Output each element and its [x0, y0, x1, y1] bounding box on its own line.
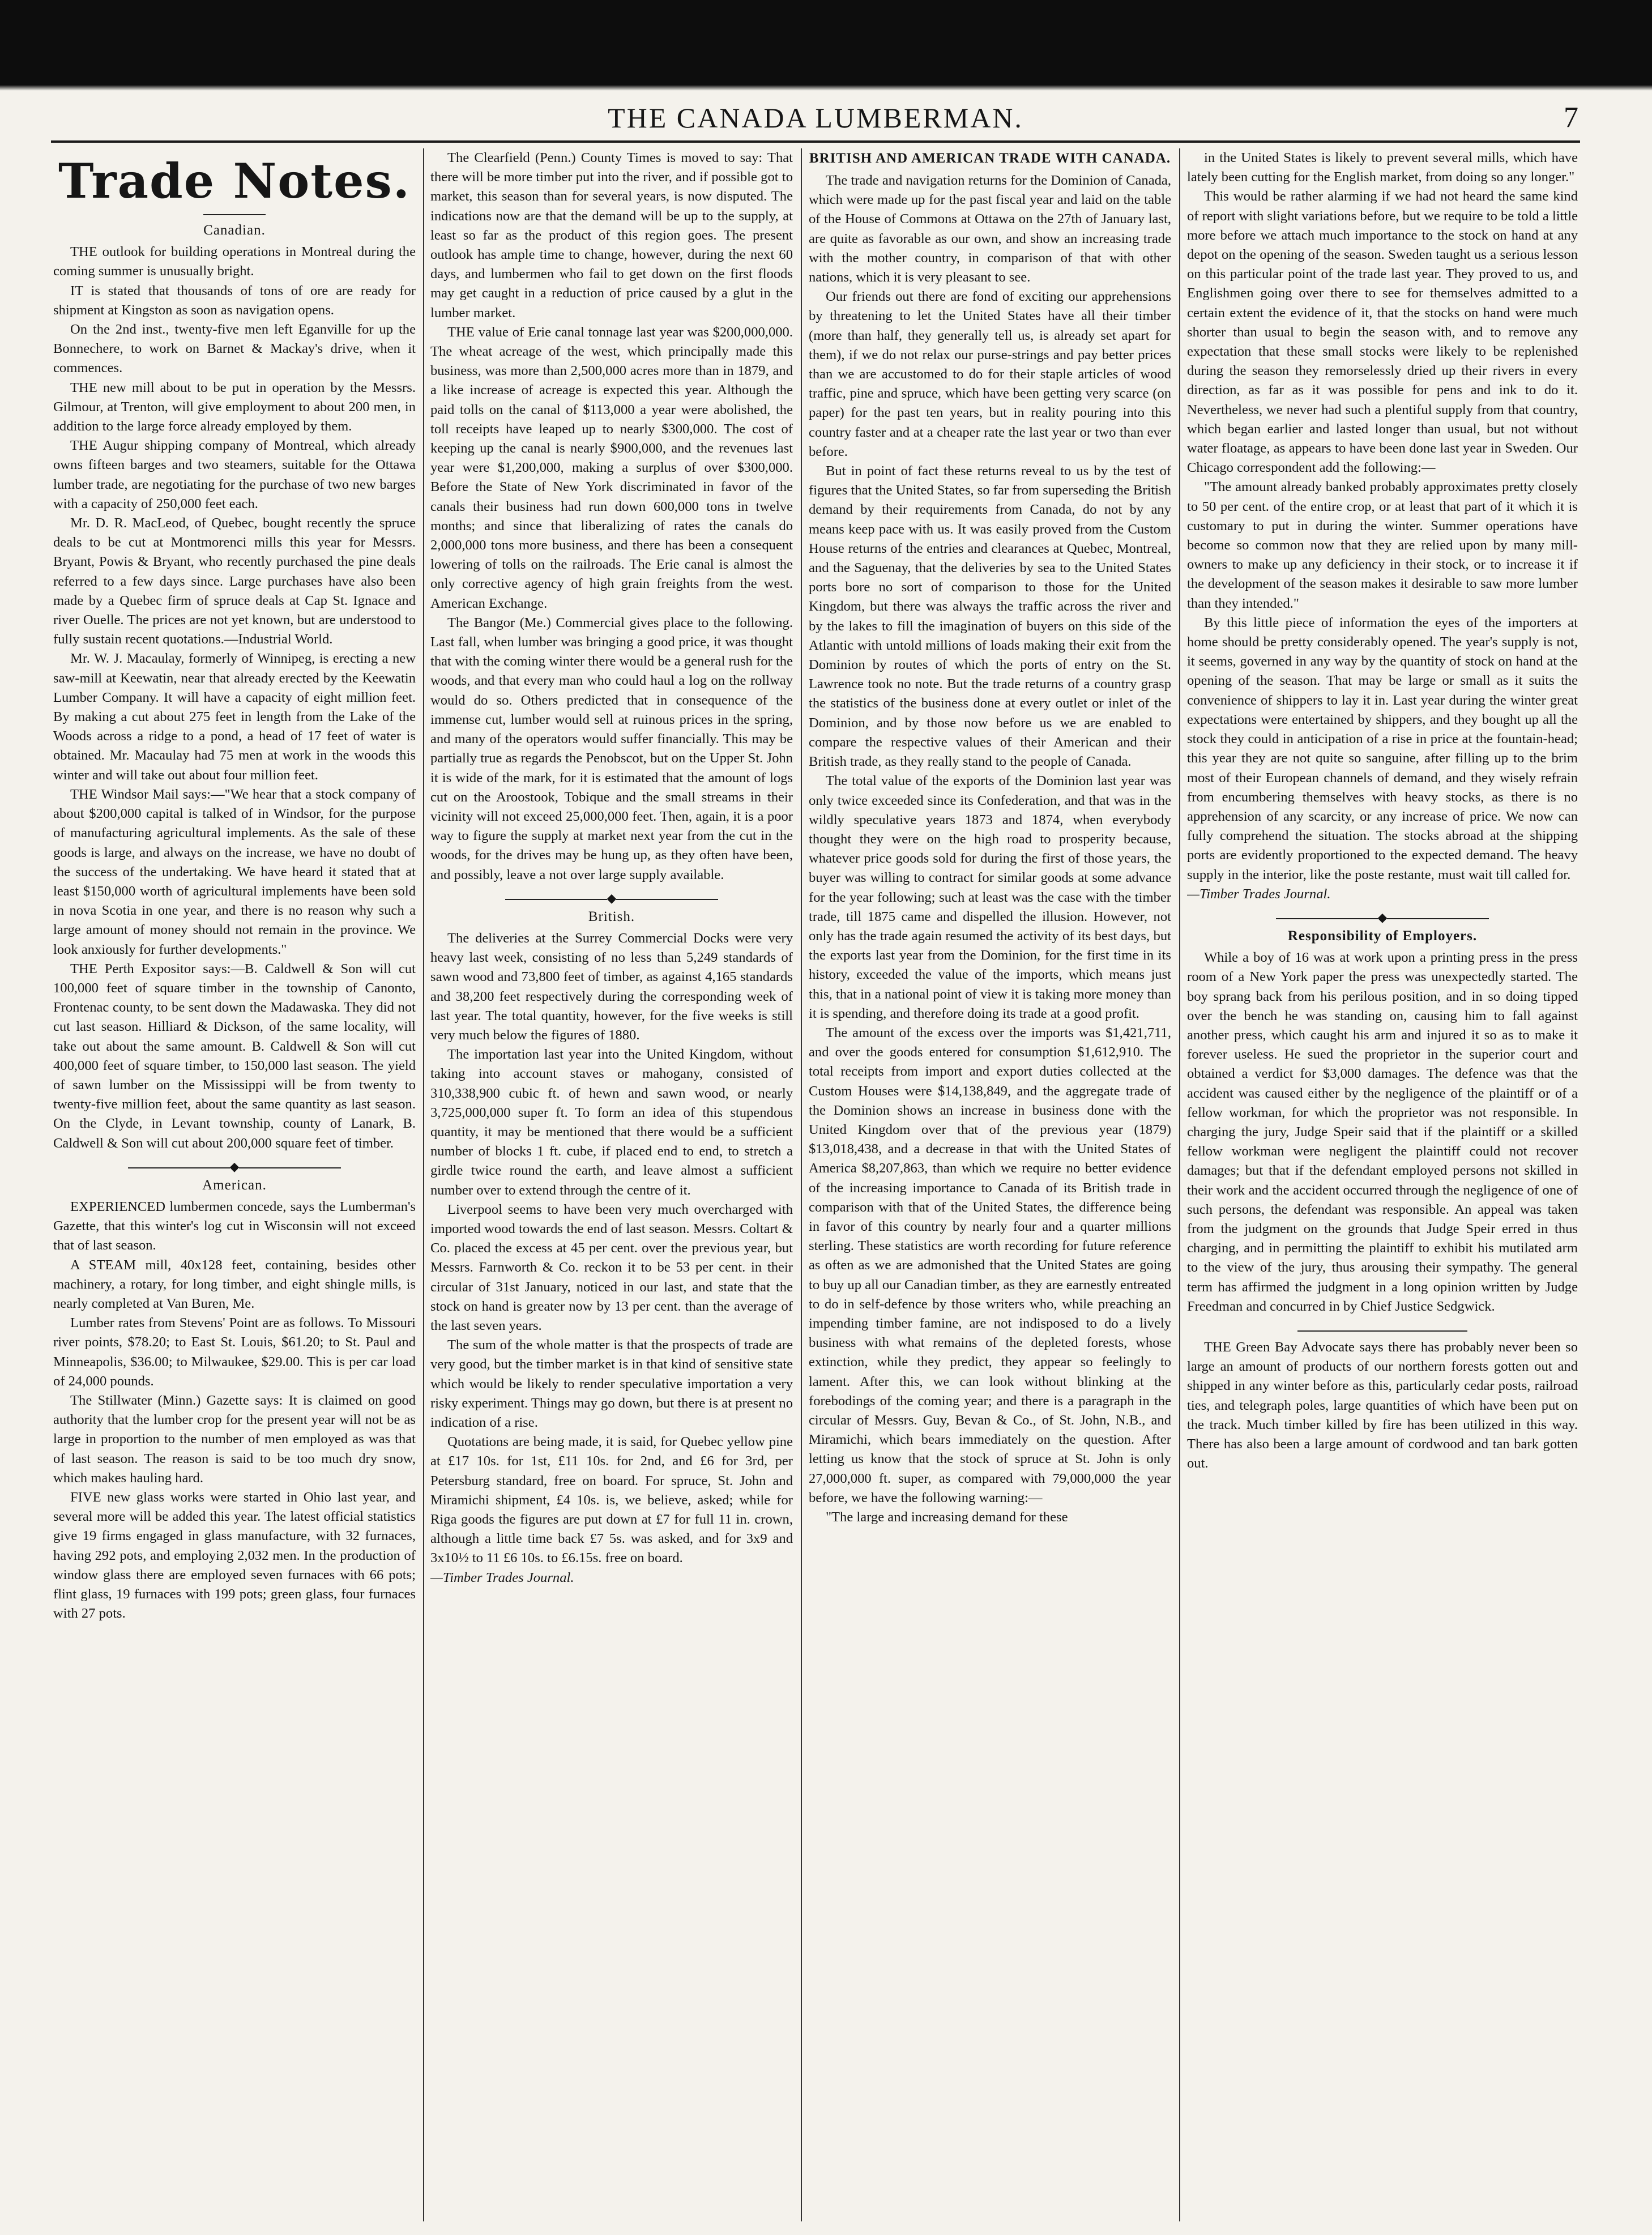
news-paragraph: THE Windsor Mail says:—"We hear that a stock company of about $200,000 capital is talked of in Windsor, for the purpose of manufacturing agricultural implements. As the sale of these goods is large, and always on the increase, we have no doubt of the success of the undertaking. We have heard it stated that at least $150,000 worth of agricultural implements have been sold in nova Scotia in one year, and there is no reason why such a large amount of money should not remain in the province. We look anxiously for further developments."	[53, 786, 416, 957]
article-paragraph: The amount of the excess over the imports was $1,421,711, and over the goods entered for consumption $1,612,910. The total receipts from import and export duties collected at the Custom Houses were $14,138,849, and the aggregate trade of the Dominion shows an increase in business done with the United Kingdom over that of the previous year (1879) $13,018,438, and a decrease in that with the United States of America $8,207,863, than which we require no better evidence of the increasing importance to Canada of its British trade in comparison with that of the United States, the difference being in favor of this country by nearly four and a quarter millions sterling. These statistics are worth recording for future reference as often as we are admonished that the United States are going to buy up all our Canadian timber, as they are earnestly entreated to do in self-defence by those writers who, while preaching an impending timber famine, are not indisposed to do a lively business with what remains of the depleted forests, whose extinction, while they predict, they appear so feelingly to lament. After this, we can look without blinking at the forebodings of the coming year; and there is a paragraph in the circular of Messrs. Guy, Bevan & Co., of St. John, N.B., and Miramichi, which bears immediately on the question. After letting us know that the stock of spruce at St. John is only 27,000,000 ft. super, as compared with 79,000,000 the year before, we have the following warning:—	[809, 1025, 1171, 1505]
article-continuation	[1187, 148, 1578, 885]
article-paragraph: The trade and navigation returns for the Dominion of Canada, which were made up for the past fiscal year and laid on the table of the House of Commons at Ottawa on the 27th of January last, are quite as favorable as our own, and show an increasing trade with the mother country, in comparison of that with other nations, which it is very pleasant to see.	[809, 173, 1171, 285]
news-paragraph: A STEAM mill, 40x128 feet, containing, besides other machinery, a rotary, for long timber, and eight shingle mills, is nearly completed at Van Buren, Me.	[53, 1257, 416, 1311]
source-credit: —Timber Trades Journal.	[1187, 886, 1331, 902]
scan-top-border	[0, 0, 1652, 85]
news-paragraph: THE Augur shipping company of Montreal, which already owns fifteen barges and two steamers, suitable for the Ottawa lumber trade, are negotiating for the purchase of two new barges with a capacity of 250,000 feet each.	[53, 438, 416, 511]
canadian-heading: Canadian.	[203, 223, 266, 238]
article-paragraph: in the United States is likely to prevent several mills, which have lately been cutting for the English market, from doing so any longer."	[1187, 150, 1578, 185]
column-1	[53, 148, 416, 2221]
article-heading: BRITISH AND AMERICAN TRADE WITH CANADA.	[809, 151, 1171, 166]
running-head	[51, 100, 1580, 136]
news-paragraph: FIVE new glass works were started in Ohio last year, and several more will be added this year. The latest official statistics give 19 firms engaged in glass manufacture, with 32 furnaces, having 292 pots, and employing 2,032 men. In the production of window glass there are employed seven furnaces with 66 pots; flint glass, 19 furnaces with 199 pots; green glass, four furnaces with 27 pots.	[53, 1490, 416, 1622]
column-4	[1187, 148, 1578, 2221]
news-paragraph: The Clearfield (Penn.) County Times is moved to say: That there will be more timber put into the river, and if possible got to market, this season than for several years, is now disputed. The indications now are that the demand will be up to the supply, at least so far as the product of this region goes. The present outlook has ample time to change, however, during the next 60 days, and lumbermen who fail to get down on the first floods may get caught in a reduction of price caused by a glut in the lumber market.	[430, 150, 793, 321]
british-notes	[430, 929, 793, 1568]
british-heading: British.	[588, 908, 635, 924]
article-paragraph: This would be rather alarming if we had not heard the same kind of report with slight variations before, but we require to be told a little more before we attach much importance to the stock on hand at any depot on the opening of the season. Sweden taught us a serious lesson on this particular point of the trade last year. They proved to us, and Englishmen going over there to see for themselves admitted to a certain extent the evidence of it, that the stocks on hand were much shorter than usual to begin the season with, and to remove any expectation that these small stocks were likely to be replenished during the season they remorselessly dried up their rivers in every direction, as far as it was possible for pens and ink to do it. Nevertheless, we never had such a plentiful supply from that country, which began earlier and lasted longer than usual, but not without water floatage, as appears to have been done last year in Sweden. Our Chicago correspondent add the following:—	[1187, 189, 1578, 476]
divider: ◆	[430, 893, 793, 904]
column-2	[430, 148, 793, 2221]
responsibility-article	[1187, 948, 1578, 1316]
article-paragraph: But in point of fact these returns reveal to us by the test of figures that the United States, so far from superseding the British demand by their requirements from Canada, do not by any means keep pace with us. It was easily proved from the Custom House returns of the entries and clearances at Quebec, Montreal, and the Saguenay, that the deliveries by sea to the United States ports bore no sort of comparison to those for the United Kingdom, but there was always the traffic across the river and by the lakes to fill the imagination of buyers on this side of the Atlantic with untold millions of loads making their exit from the Dominion by routes of which the ports of entry on the St. Lawrence took no note. But the trade returns of a country grasp the statistics of the business done at every outlet or inlet of the Dominion, and by those now before us we are enabled to compare the respective values of their American and their British trade, as they really stand to the people of Canada.	[809, 463, 1171, 770]
news-paragraph: Quotations are being made, it is said, for Quebec yellow pine at £17 10s. for 1st, £11 10s. for 2nd, and £6 for 3rd, per Petersburg standard, free on board. For spruce, St. John and Miramichi shipment, £4 10s. is, we believe, asked; while for Riga goods the figures are put down at £7 for full 11 in. crown, although a little time back £7 5s. was asked, and for 3x9 and 3x10½ to 11 £6 10s. to £6.15s. free on board.	[430, 1434, 793, 1566]
trade-notes	[430, 148, 793, 885]
news-paragraph: The deliveries at the Surrey Commercial Docks were very heavy last week, consisting of no less than 5,249 standards of sawn wood and 73,800 feet of timber, as against 4,165 standards and 38,200 feet respectively during the corresponding week of last year. The total quantity, however, for the five weeks is still very much below the figures of 1880.	[430, 930, 793, 1043]
section-masthead: Trade Notes.	[58, 153, 411, 209]
divider: ◆	[1187, 912, 1578, 923]
news-paragraph: IT is stated that thousands of tons of ore are ready for shipment at Kingston as soon as navigation opens.	[53, 283, 416, 318]
responsibility-heading: Responsibility of Employers.	[1287, 928, 1478, 944]
news-paragraph: Mr. D. R. MacLeod, of Quebec, bought recently the spruce deals to be cut at Montmorenci mills this year for Messrs. Bryant, Powis & Bryant, who recently purchased the pine deals referred to a few days since. Large purchases have also been made by a Quebec firm of spruce deals at Cap St. Ignace and river Ouelle. The prices are not yet known, but are understood to fully sustain recent quotations.—Industrial World.	[53, 515, 416, 647]
news-paragraph: EXPERIENCED lumbermen concede, says the Lumberman's Gazette, that this winter's log cut in Wisconsin will not exceed that of last season.	[53, 1198, 416, 1253]
column-rule	[801, 148, 802, 2221]
news-paragraph: The importation last year into the United Kingdom, without taking into account staves or mahogany, consisted of 310,338,900 cubic ft. of hewn and sawn wood, or nearly 3,725,000,000 super ft. To form an idea of this stupendous quantity, it may be mentioned that there would be a sufficient number of blocks 1 ft. cube, if placed end to end, to stretch a girdle twice round the earth, and leave almost a sufficient number over to extend through the centre of it.	[430, 1047, 793, 1198]
news-paragraph: The Stillwater (Minn.) Gazette says: It is claimed on good authority that the lumber crop for the present year will not be as large in proportion to the number of men employed as was that of last season. The reason is said to be too much dry snow, which makes hauling hard.	[53, 1392, 416, 1486]
page-number: 7	[1564, 101, 1580, 134]
news-paragraph: The sum of the whole matter is that the prospects of trade are very good, but the timber market is in that kind of sensitive state which would be likely to render speculative importation a very risky experiment. Things may go down, but there is at present no indication of a rise.	[430, 1337, 793, 1430]
canadian-notes	[53, 242, 416, 1153]
news-paragraph: THE Perth Expositor says:—B. Caldwell & Son will cut 100,000 feet of square timber in the township of Canonto, Frontenac county, to be sent down the Madawaska. They did not cut last season. Hilliard & Dickson, of the same locality, will take out about the same amount. B. Caldwell & Son will cut 400,000 feet of square timber, to 150,000 last season. The yield of sawn lumber on the Mississippi will be from twenty to twenty-five million feet, about the same quantity as last season. On the Clyde, in Levant township, county of Lanark, B. Caldwell & Son will cut about 200,000 square feet of timber.	[53, 961, 416, 1151]
article-paragraph: The total value of the exports of the Dominion last year was only twice exceeded since its Confederation, and that was in the wildly speculative years 1873 and 1874, when everybody thought they were on the high road to prosperity because, whatever price goods sold for during the first of those years, the buyer was willing to contract for similar goods at some advance for the year following; such at least was the case with the timber trade, till 1875 came and dispelled the illusion. However, not only has the trade again resumed the activity of its best days, but the exports last year from the Dominion, for the first time in its history, exceeded the value of the imports, which means just this, that in a national point of view it is taking more money than it is spending, and therefore doing its trade at a good profit.	[809, 773, 1171, 1021]
source-credit: —Timber Trades Journal.	[430, 1569, 574, 1585]
news-paragraph: THE value of Erie canal tonnage last year was $200,000,000. The wheat acreage of the west, which principally made this business, was more than 2,500,000 acres more than in 1879, and a like increase of acreage is expected this year. Although the paid tolls on the canal of $113,000 a year were abolished, the toll receipts have leaped up to nearly $300,000. The cost of keeping up the canal is nearly $900,000, and the revenues last year were $1,200,000, making a surplus of over $300,000. Before the State of New York discriminated in favor of the canals their business had run down 600,000 tons in twelve months; and since that liberalizing of rates the canals do 2,000,000 tons more business, and there has been a consequent lowering of tolls on the railroads. The Erie canal is almost the only corrective agency of high grain freights from the west. American Exchange.	[430, 324, 793, 611]
divider	[203, 214, 266, 215]
news-paragraph: Mr. W. J. Macaulay, formerly of Winnipeg, is erecting a new saw-mill at Keewatin, near that already erected by the Keewatin Lumber Company. It will have a capacity of eight million feet. By making a cut about 275 feet in length from the Lake of the Woods across a ridge to a pond, a head of 17 feet of water is obtained. Mr. Macaulay had 75 men at work in the woods this winter and will take out about four million feet.	[53, 651, 416, 783]
article-body	[809, 171, 1171, 1527]
news-paragraph: The Bangor (Me.) Commercial gives place to the following. Last fall, when lumber was bringing a good price, it was thought that with the coming winter there would be a general rush for the woods, and that every man who could haul a log on the rollway would do so. Others predicted that in consequence of the immense cut, lumber would sell at ruinous prices in the spring, and many of the operators would suffer financially. This may be partially true as regards the Penobscot, but on the Upper St. John it is wide of the mark, for it is estimated that the amount of logs cut on the Aroostook, Tobique and the small streams in their vicinity will not exceed 25,000,000 feet. Then, again, it is a poor way to figure the supply at market next year from the cut in the woods, for the drives may be hung up, as they often have been, and possibly, leave a not over large supply available.	[430, 615, 793, 882]
divider	[1187, 1324, 1578, 1336]
american-notes	[53, 1197, 416, 1623]
green-bay-note: THE Green Bay Advocate says there has probably never been so large an amount of products of our northern forests gotten out and shipped in any winter before as this, particularly cedar posts, railroad ties, and telegraph poles, large quantities of which have been put on the track. Much timber killed by fire has been utilized in this way. There has also been a large amount of cordwood and tan bark gotten out.	[1187, 1339, 1578, 1471]
article-paragraph: "The amount already banked probably approximates pretty closely to 50 per cent. of the entire crop, or at least that part of it which it is customary to put in during the winter. Summer operations have become so common now that they are relied upon by many mill-owners to make up any deficiency in their stock, or to increase it if the development of the season makes it desirable to saw more lumber than they intended."	[1187, 479, 1578, 611]
article-paragraph: While a boy of 16 was at work upon a printing press in the press room of a New York paper the press was unexpectedly started. The boy sprang back from his perilous position, and in so doing tipped over the bench he was standing on, causing him to fall against another press, which caught his arm and injured it so as to make it forever useless. He sued the proprietor in the superior court and obtained a verdict for $3,000 damages. The defence was that the accident was caused either by the negligence of the plaintiff or of a fellow workman, for which the proprietor was not responsible. In charging the jury, Judge Speir said that if the plaintiff or a skilled fellow workman were negligent the plaintiff could not recover damages; but that if the defendant employed persons not skilled in their work and the accident occurred through the negligence of one of such persons, the defendant was responsible. An appeal was taken from the judgment on the grounds that Judge Speir erred in thus charging, and in permitting the plaintiff to exhibit his mutilated arm to the view of the jury, thus arousing their sympathy. The general term has affirmed the judgment in a long opinion written by Judge Freedman and concurred in by Chief Justice Sedgwick.	[1187, 950, 1578, 1314]
news-paragraph: THE outlook for building operations in Montreal during the coming summer is unusually bright.	[53, 244, 416, 279]
article-paragraph: Our friends out there are fond of exciting our apprehensions by threatening to let the United States have all their timber (more than half, they generally tell us, is already set apart for them), if we do not relax our purse-strings and pay better prices than we are accustomed to do for their staple articles of wood traffic, pine and spruce, which have been getting very scarce (on paper) for the past ten years, but in reality pouring into this country faster and at a cheaper rate the last year or two than ever before.	[809, 289, 1171, 459]
header-rule	[51, 140, 1580, 143]
column-rule	[1179, 148, 1180, 2221]
column-rule	[423, 148, 424, 2221]
article-paragraph: By this little piece of information the eyes of the importers at home should be pretty considerably opened. The year's supply is not, it seems, governed in any way by the quantity of stock on hand at the opening of the season. That may be large or small as it suits the convenience of shippers to lay it in. Last year during the winter great expectations were entertained by shippers, and they bought up all the stock they could in anticipation of a rise in price at the fountain-head; this year they are not quite so sanguine, after filling up to the brim most of their European channels of demand, and they wisely refrain from encumbering themselves with heavy stocks, as there is no apprehension of any scarcity, or any increase of price. We now can fully comprehend the situation. The stocks abroad at the shipping ports are evidently proportioned to the expected demand. The heavy supply in the interior, like the poste restante, must wait till called for.	[1187, 615, 1578, 882]
article-paragraph: "The large and increasing demand for these	[826, 1509, 1068, 1525]
news-paragraph: On the 2nd inst., twenty-five men left Eganville for up the Bonnechere, to work on Barnet & Mackay's drive, when it commences.	[53, 322, 416, 376]
column-3	[809, 148, 1171, 2221]
news-paragraph: Lumber rates from Stevens' Point are as follows. To Missouri river points, $78.20; to East St. Louis, $61.20; to St. Paul and Minneapolis, $36.00; to Milwaukee, $29.00. This is per car load of 24,000 pounds.	[53, 1315, 416, 1389]
news-paragraph: Liverpool seems to have been very much overcharged with imported wood towards the end of last season. Messrs. Coltart & Co. placed the excess at 45 per cent. over the previous year, but Messrs. Farnworth & Co. reckon it to be 53 per cent. in their circular of 31st January, noticed in our last, and state that the stock on hand is greater now by 13 per cent. than the average of the last seven years.	[430, 1201, 793, 1333]
newspaper-title: THE CANADA LUMBERMAN.	[608, 102, 1023, 134]
american-heading: American.	[202, 1177, 267, 1193]
news-paragraph: THE new mill about to be put in operation by the Messrs. Gilmour, at Trenton, will give employment to about 200 men, in addition to the large force already employed by them.	[53, 379, 416, 434]
divider: ◆	[53, 1161, 416, 1172]
